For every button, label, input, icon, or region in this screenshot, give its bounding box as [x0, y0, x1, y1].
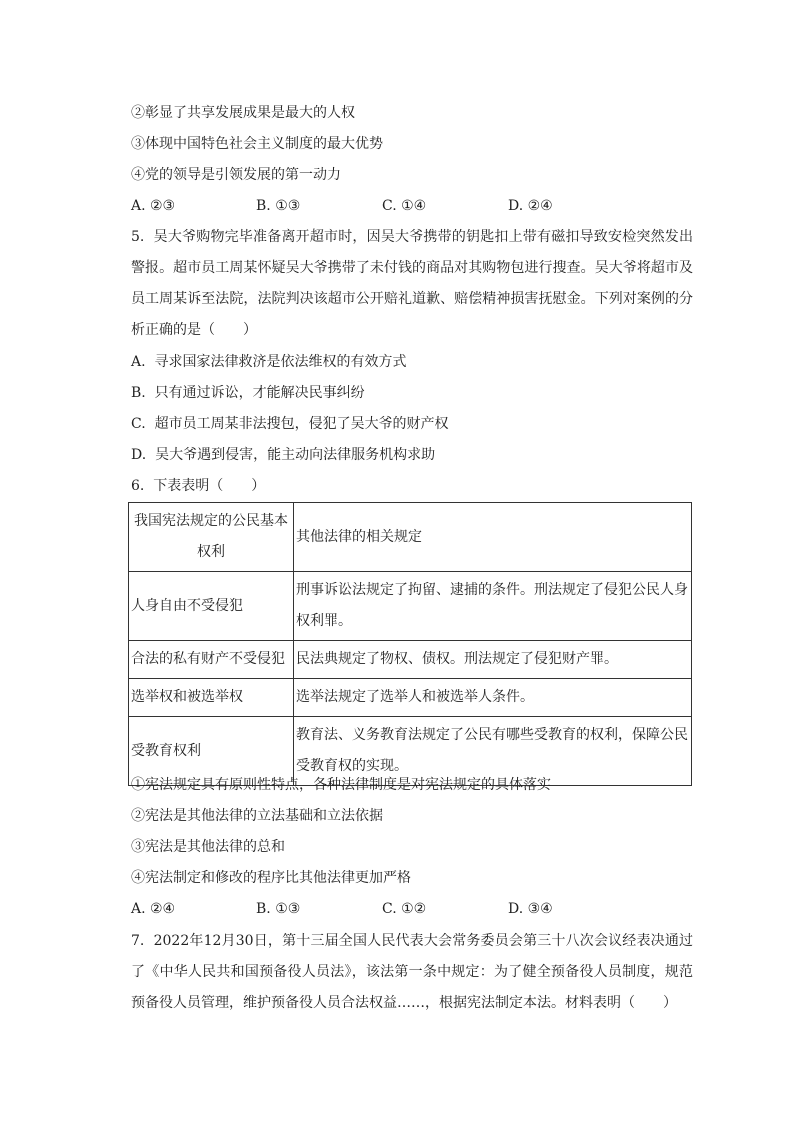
q4-option-b[interactable]: B. ①③: [256, 198, 301, 214]
q6-statement-3: ③宪法是其他法律的总和: [131, 839, 285, 855]
q5-option-d[interactable]: D. 吴大爷遇到侵害，能主动向法律服务机构求助: [131, 447, 436, 463]
q5-stem: 5. 吴大爷购物完毕准备离开超市时，因吴大爷携带的钥匙扣上带有磁扣导致安检突然发出警报。超市员工周某怀疑吴大爷携带了未付钱的商品对其购物包进行搜查。吴大爷将超市及员工周某诉至法院，法院判决该超市公开赔礼道歉、赔偿精神损害抚慰金。下列对案例的分析正确的是（ ）: [131, 229, 693, 338]
q4-options: [131, 196, 691, 216]
q5-option-b[interactable]: B. 只有通过诉讼，才能解决民事纠纷: [131, 385, 365, 401]
table-header-cell: 其他法律的相关规定: [294, 503, 692, 572]
table-cell-right: 合法的私有财产不受侵犯: [129, 641, 294, 679]
rights-table: [128, 502, 692, 786]
statement-4: ④党的领导是引领发展的第一动力: [131, 167, 341, 183]
table-row: [129, 641, 692, 679]
q5-option-a[interactable]: A. 寻求国家法律救济是依法维权的有效方式: [131, 354, 407, 370]
q4-option-c[interactable]: C. ①④: [382, 198, 427, 214]
q6-option-d[interactable]: D. ③④: [508, 901, 553, 917]
statement-2: ②彰显了共享发展成果是最大的人权: [131, 105, 355, 121]
q6-option-a[interactable]: A. ②④: [131, 901, 176, 917]
table-cell-law: 刑事诉讼法规定了拘留、逮捕的条件。刑法规定了侵犯公民人身权利罪。: [294, 572, 692, 641]
q6-statement-1: ①宪法规定具有原则性特点，各种法律制度是对宪法规定的具体落实: [131, 777, 551, 793]
table-cell-law: 选举法规定了选举人和被选举人条件。: [294, 679, 692, 717]
table-cell-law: 教育法、义务教育法规定了公民有哪些受教育的权利，保障公民受教育权的实现。: [294, 717, 692, 786]
q6-statement-2: ②宪法是其他法律的立法基础和立法依据: [131, 808, 383, 824]
statement-3: ③体现中国特色社会主义制度的最大优势: [131, 136, 383, 152]
q4-option-d[interactable]: D. ②④: [508, 198, 553, 214]
q6-stem: 6. 下表表明（ ）: [131, 478, 266, 494]
table-header-cell: 我国宪法规定的公民基本权利: [129, 503, 294, 572]
table-cell-right: 受教育权利: [129, 717, 294, 786]
q6-option-b[interactable]: B. ①③: [256, 901, 301, 917]
table-cell-law: 民法典规定了物权、债权。刑法规定了侵犯财产罪。: [294, 641, 692, 679]
table-header-row: [129, 503, 692, 572]
q6-options: [131, 899, 691, 919]
q4-option-a[interactable]: A. ②③: [131, 198, 176, 214]
q6-option-c[interactable]: C. ①②: [382, 901, 427, 917]
table-cell-right: 人身自由不受侵犯: [129, 572, 294, 641]
table-row: [129, 572, 692, 641]
table-cell-right: 选举权和被选举权: [129, 679, 294, 717]
q7-stem: 7. 2022年12月30日，第十三届全国人民代表大会常务委员会第三十八次会议经表决通过了《中华人民共和国预备役人员法》，该法第一条中规定：为了健全预备役人员制度，规范预备役人员管理，维护预备役人员合法权益……，根据宪法制定本法。材料表明（ ）: [131, 933, 693, 1011]
q5-option-c[interactable]: C. 超市员工周某非法搜包，侵犯了吴大爷的财产权: [131, 416, 449, 432]
table-row: [129, 679, 692, 717]
q6-statement-4: ④宪法制定和修改的程序比其他法律更加严格: [131, 870, 411, 886]
